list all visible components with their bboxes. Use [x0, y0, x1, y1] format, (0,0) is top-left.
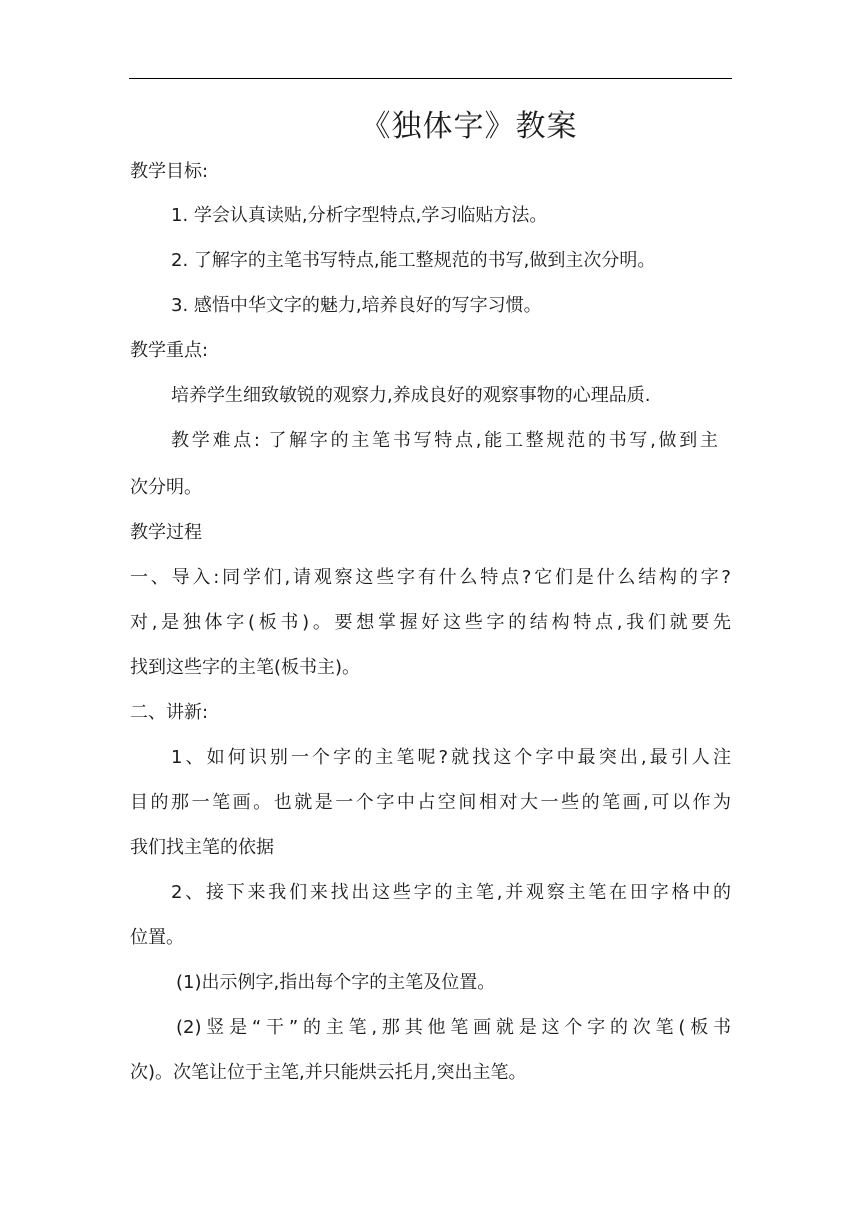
- paragraph-1-line-3: 我们找主笔的依据: [130, 837, 274, 858]
- intro-line-1: 一、导入:同学们,请观察这些字有什么特点?它们是什么结构的字?: [130, 567, 731, 588]
- objective-item-1: 1. 学会认真读贴,分析字型特点,学习临贴方法。: [171, 205, 548, 226]
- key-points-text: 培养学生细致敏锐的观察力,养成良好的观察事物的心理品质.: [171, 385, 651, 406]
- header-rule: [129, 78, 732, 79]
- paragraph-1-line-2: 目的那一笔画。也就是一个字中占空间相对大一些的笔画,可以作为: [130, 792, 731, 813]
- sub-item-1: (1)出示例字,指出每个字的主笔及位置。: [176, 972, 496, 993]
- objective-item-2: 2. 了解字的主笔书写特点,能工整规范的书写,做到主次分明。: [171, 250, 656, 271]
- paragraph-1-line-1: 1、如何识别一个字的主笔呢?就找这个字中最突出,最引人注: [171, 747, 731, 768]
- objective-item-3: 3. 感悟中华文字的魅力,培养良好的写字习惯。: [171, 295, 542, 316]
- new-lesson-heading: 二、讲新:: [130, 702, 209, 723]
- intro-line-3: 找到这些字的主笔(板书主)。: [130, 657, 361, 678]
- difficulty-line-1: 教学难点: 了解字的主笔书写特点,能工整规范的书写,做到主: [171, 430, 718, 451]
- paragraph-2-line-1: 2、接下来我们来找出这些字的主笔,并观察主笔在田字格中的: [171, 882, 731, 903]
- objectives-heading: 教学目标:: [130, 161, 209, 182]
- sub-item-2-line-2: 次)。次笔让位于主笔,并只能烘云托月,突出主笔。: [130, 1062, 527, 1083]
- difficulty-line-2: 次分明。: [130, 477, 202, 498]
- page-title: 《独体字》教案: [360, 109, 578, 144]
- key-points-heading: 教学重点:: [130, 340, 209, 361]
- sub-item-2-line-1: (2)竖是“干”的主笔,那其他笔画就是这个字的次笔(板书: [176, 1017, 731, 1038]
- paragraph-2-line-2: 位置。: [130, 927, 184, 948]
- intro-line-2: 对,是独体字(板书)。要想掌握好这些字的结构特点,我们就要先: [130, 612, 731, 633]
- process-heading: 教学过程: [130, 522, 202, 543]
